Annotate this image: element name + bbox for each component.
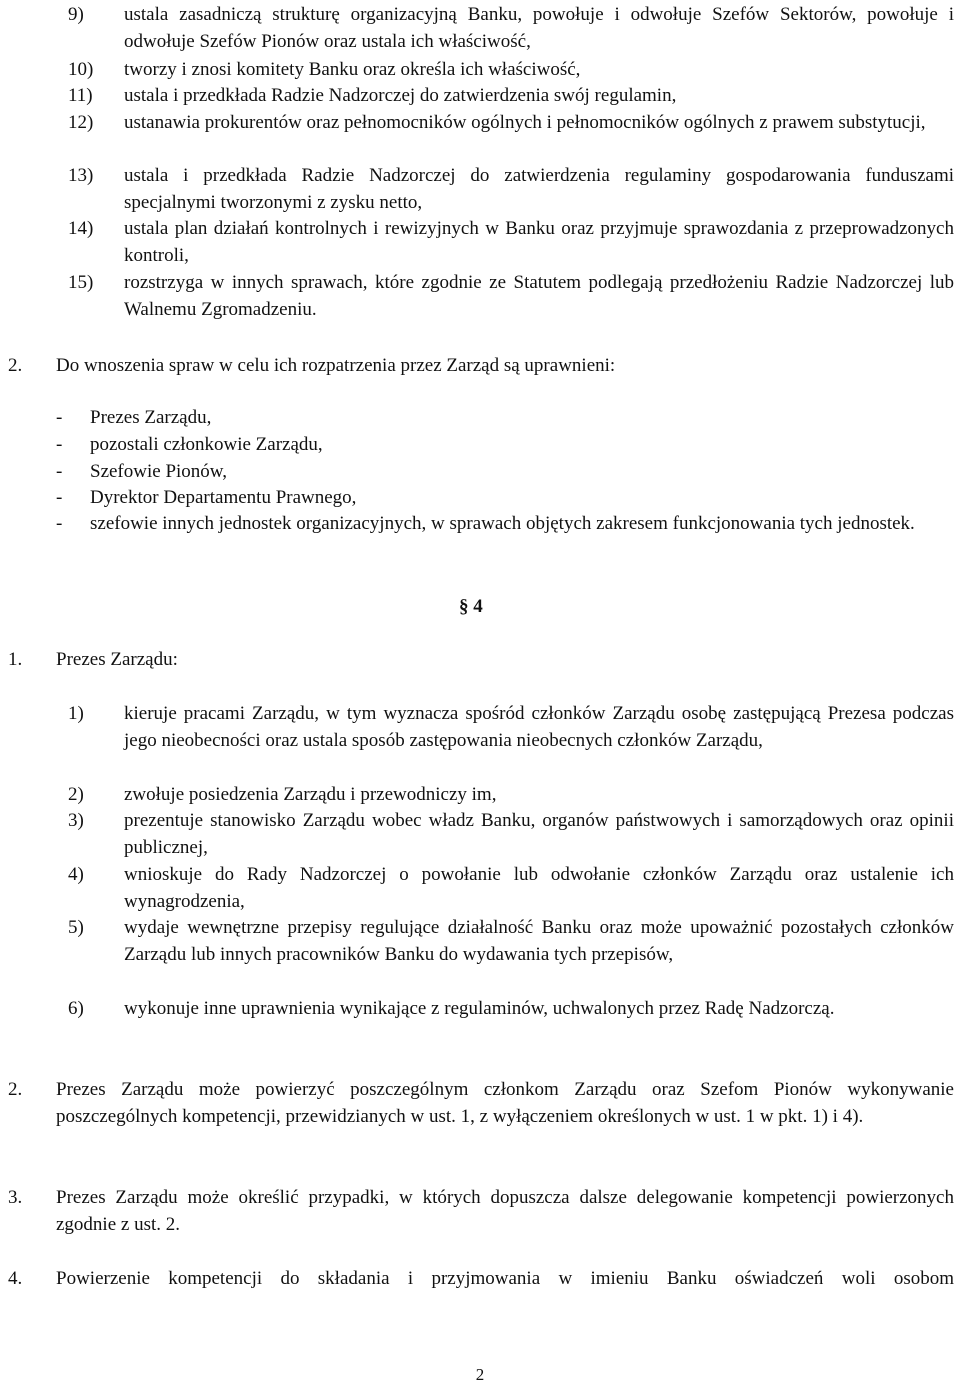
- item-text: wykonuje inne uprawnienia wynikające z regulaminów, uchwalonych przez Radę Nadzorczą.: [124, 998, 835, 1019]
- dash-text: Dyrektor Departamentu Prawnego,: [90, 487, 357, 508]
- item-number: 4): [68, 864, 84, 885]
- item-text: kieruje pracami Zarządu, w tym wyznacza spośród członków Zarządu osobę zastępującą Prezesa podczas jego nieobecności oraz ustala sposób zastępowania nieobecnych członków Zarządu,: [124, 703, 954, 751]
- paragraph-number: 4.: [8, 1268, 23, 1289]
- item-text: ustala i przedkłada Radzie Nadzorczej do zatwierdzenia swój regulamin,: [124, 85, 677, 106]
- item-text: prezentuje stanowisko Zarządu wobec władz Banku, organów państwowych i samorządowych oraz opinii publicznej,: [124, 810, 954, 858]
- paragraph-text: Prezes Zarządu może określić przypadki, w których dopuszcza dalsze delegowanie kompetencji powierzonych zgodnie z ust. 2.: [56, 1187, 954, 1235]
- dash-bullet: -: [56, 461, 63, 482]
- page-number: 2: [475, 1365, 485, 1384]
- item-text: tworzy i znosi komitety Banku oraz określa ich właściwość,: [124, 59, 581, 80]
- item-text: ustala i przedkłada Radzie Nadzorczej do zatwierdzenia regulaminy gospodarowania funduszami specjalnymi tworzonymi z zysku netto,: [124, 165, 954, 213]
- item-text: wnioskuje do Rady Nadzorczej o powołanie lub odwołanie członków Zarządu oraz ustalenie ich wynagrodzenia,: [124, 864, 954, 912]
- dash-text: Prezes Zarządu,: [90, 407, 212, 428]
- item-number: 10): [68, 59, 94, 80]
- item-text: zwołuje posiedzenia Zarządu i przewodniczy im,: [124, 784, 497, 805]
- paragraph-text: Do wnoszenia spraw w celu ich rozpatrzenia przez Zarząd są uprawnieni:: [56, 355, 616, 376]
- dash-text: Szefowie Pionów,: [90, 461, 228, 482]
- paragraph-number: 3.: [8, 1187, 23, 1208]
- item-number: 12): [68, 112, 94, 133]
- item-number: 6): [68, 998, 84, 1019]
- item-number: 13): [68, 165, 94, 186]
- item-number: 15): [68, 272, 94, 293]
- item-text: wydaje wewnętrzne przepisy regulujące działalność Banku oraz może upoważnić pozostałych członków Zarządu lub innych pracowników Banku do wydawania tych przepisów,: [124, 917, 954, 965]
- item-number: 11): [68, 85, 93, 106]
- item-text: ustala zasadniczą strukturę organizacyjną Banku, powołuje i odwołuje Szefów Sektorów, powołuje i odwołuje Szefów Pionów oraz ustala ich właściwość,: [124, 4, 954, 52]
- item-number: 14): [68, 218, 94, 239]
- paragraph-text: Prezes Zarządu:: [56, 649, 178, 670]
- dash-text: szefowie innych jednostek organizacyjnych, w sprawach objętych zakresem funkcjonowania tych jednostek.: [90, 513, 915, 534]
- dash-bullet: -: [56, 407, 63, 428]
- paragraph-number: 2.: [8, 355, 23, 376]
- dash-text: pozostali członkowie Zarządu,: [90, 434, 323, 455]
- paragraph-text: Prezes Zarządu może powierzyć poszczególnym członkom Zarządu oraz Szefom Pionów wykonywanie poszczególnych kompetencji, przewidzianych w ust. 1, z wyłączeniem określonych w ust. 1 w pkt. 1) i 4).: [56, 1079, 954, 1127]
- dash-bullet: -: [56, 434, 63, 455]
- item-number: 3): [68, 810, 84, 831]
- paragraph-number: 2.: [8, 1079, 23, 1100]
- dash-bullet: -: [56, 487, 63, 508]
- section-heading: § 4: [459, 596, 483, 617]
- paragraph-number: 1.: [8, 649, 23, 670]
- item-number: 1): [68, 703, 84, 724]
- item-number: 9): [68, 4, 84, 25]
- paragraph-text: Powierzenie kompetencji do składania i przyjmowania w imieniu Banku oświadczeń woli osobom: [56, 1268, 954, 1289]
- item-text: ustala plan działań kontrolnych i rewizyjnych w Banku oraz przyjmuje sprawozdania z przeprowadzonych kontroli,: [124, 218, 954, 266]
- item-text: rozstrzyga w innych sprawach, które zgodnie ze Statutem podlegają przedłożeniu Radzie Nadzorczej lub Walnemu Zgromadzeniu.: [124, 272, 954, 320]
- dash-bullet: -: [56, 513, 63, 534]
- item-number: 2): [68, 784, 84, 805]
- item-number: 5): [68, 917, 84, 938]
- item-text: ustanawia prokurentów oraz pełnomocników ogólnych i pełnomocników ogólnych z prawem substytucji,: [124, 112, 926, 133]
